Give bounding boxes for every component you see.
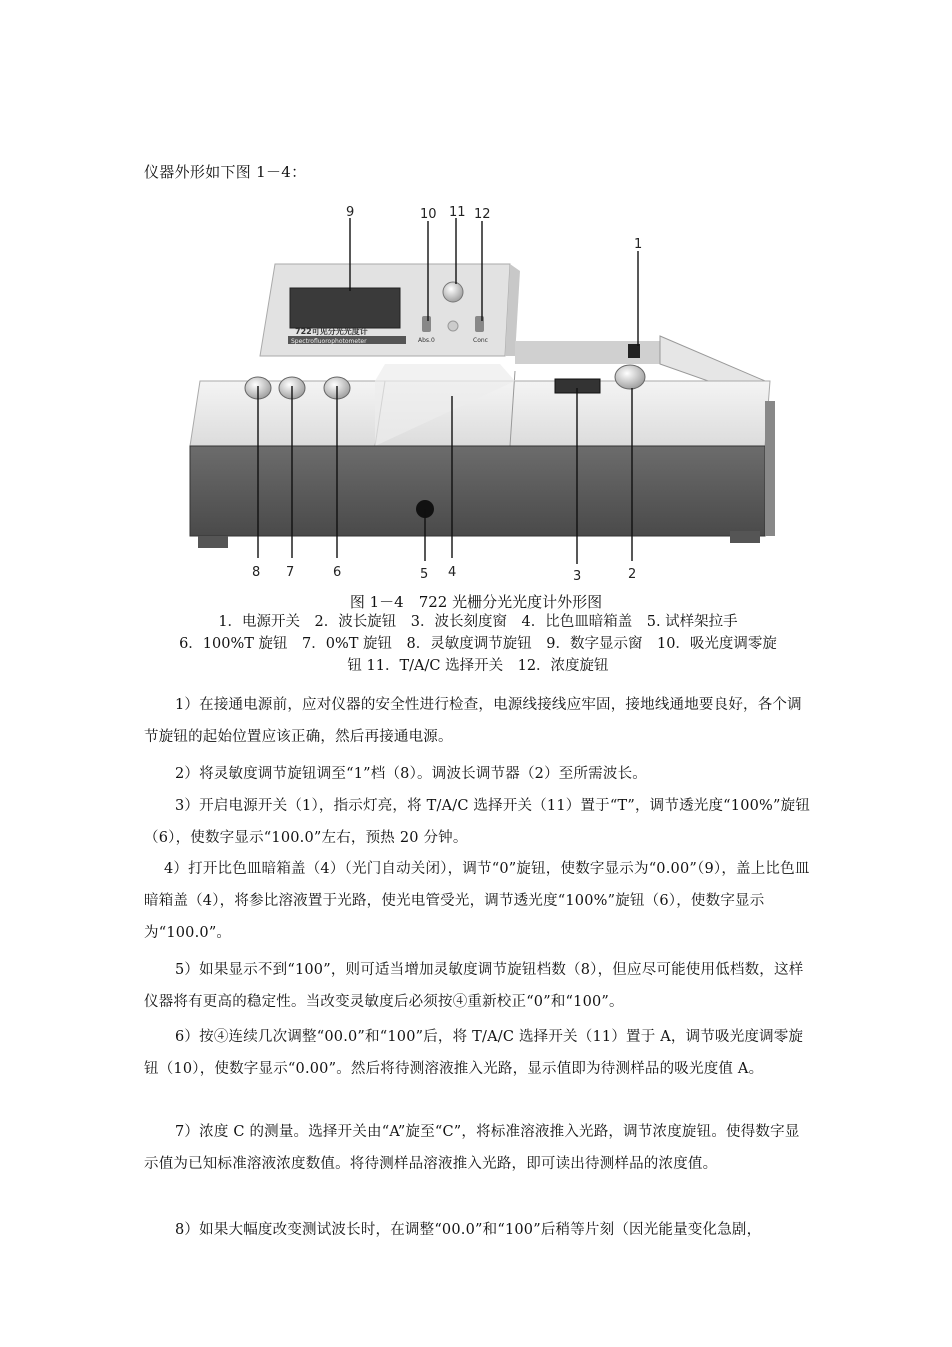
step-7: 7）浓度 C 的测量。选择开关由“A”旋至“C”，将标准溶液推入光路，调节浓度旋钮。使得数字显示值为已知标准溶液浓度数值。将待测样品溶液推入光路，即可读出待测样品的浓度值。 [144,1124,800,1172]
callout-7: 7 [286,565,295,580]
step-5: 5）如果显示不到“100”，则可适当增加灵敏度调节旋钮档数（8），但应尽可能使用低档数，这样仪器将有更高的稳定性。当改变灵敏度后必须按④重新校正“0”和“100”。 [144,962,804,1010]
step-1: 1）在接通电源前，应对仪器的安全性进行检查，电源线接线应牢固，接地线通地要良好，各个调节旋钮的起始位置应该正确，然后再接通电源。 [144,697,802,745]
legend-line-1: 1．电源开关 2．波长旋钮 3．波长刻度窗 4．比色皿暗箱盖 5. 试样架拉手 [218,614,738,630]
step-2: 2）将灵敏度调节旋钮调至“1”档（8）。调波长调节器（2）至所需波长。 [175,766,647,782]
wavelength-knob [615,365,645,389]
callout-5: 5 [420,567,429,582]
step-8: 8）如果大幅度改变测试波长时，在调整“00.0”和“100”后稍等片刻（因光能量变化急剧， [175,1222,762,1238]
callout-9: 9 [346,205,355,220]
svg-text:Abs.0: Abs.0 [418,337,435,344]
legend-line-3: 钮 11．T/A/C 选择开关 12．浓度旋钮 [347,658,609,674]
callout-3: 3 [573,569,582,584]
svg-text:Conc: Conc [473,337,488,344]
tac-switch-knob [443,282,463,302]
callout-1: 1 [634,237,643,252]
callout-8: 8 [252,565,261,580]
step-3: 3）开启电源开关（1），指示灯亮，将 T/A/C 选择开关（11）置于“T”，调节透光度“100%”旋钮（6），使数字显示“100.0”左右，预热 20 分钟。 [144,798,811,846]
panel-brand-text: 722可见分光光度计 [295,327,368,336]
abs-zero-knob [422,316,431,332]
callout-10: 10 [420,207,437,222]
power-switch [628,344,640,358]
callout-4: 4 [448,565,457,580]
callout-11: 11 [449,205,466,220]
panel-brand-en-text: Spectrofluorophotometer [291,338,367,345]
callout-2: 2 [628,567,637,582]
digital-display-window [290,288,400,328]
callout-12: 12 [474,207,491,222]
figure-legend [144,611,812,677]
spectrophotometer-photo [170,196,790,586]
step-4: 4）打开比色皿暗箱盖（4）（光门自动关闭），调节“0”旋钮，使数字显示为“0.00”（9），盖上比色皿暗箱盖（4），将参比溶液置于光路，使光电管受光，调节透光度“100%”旋钮（6），使数字显示为“100.0”。 [144,861,810,941]
figure-caption: 图 1－4 722 光栅分光光度计外形图 [349,593,603,611]
instrument-figure [170,196,790,586]
step-6: 6）按④连续几次调整“00.0”和“100”后，将 T/A/C 选择开关（11）置于 A，调节吸光度调零旋钮（10），使数字显示“0.00”。然后将待测溶液推入光路，显示值即为待测样品的吸光度值 A。 [144,1029,804,1077]
instrument-front [190,446,765,536]
intro-text: 仪器外形如下图 1－4： [144,163,307,181]
legend-line-2: 6．100%T 旋钮 7．0%T 旋钮 8．灵敏度调节旋钮 9．数字显示窗 10．吸光度调零旋 [179,636,777,652]
callout-6: 6 [333,565,342,580]
